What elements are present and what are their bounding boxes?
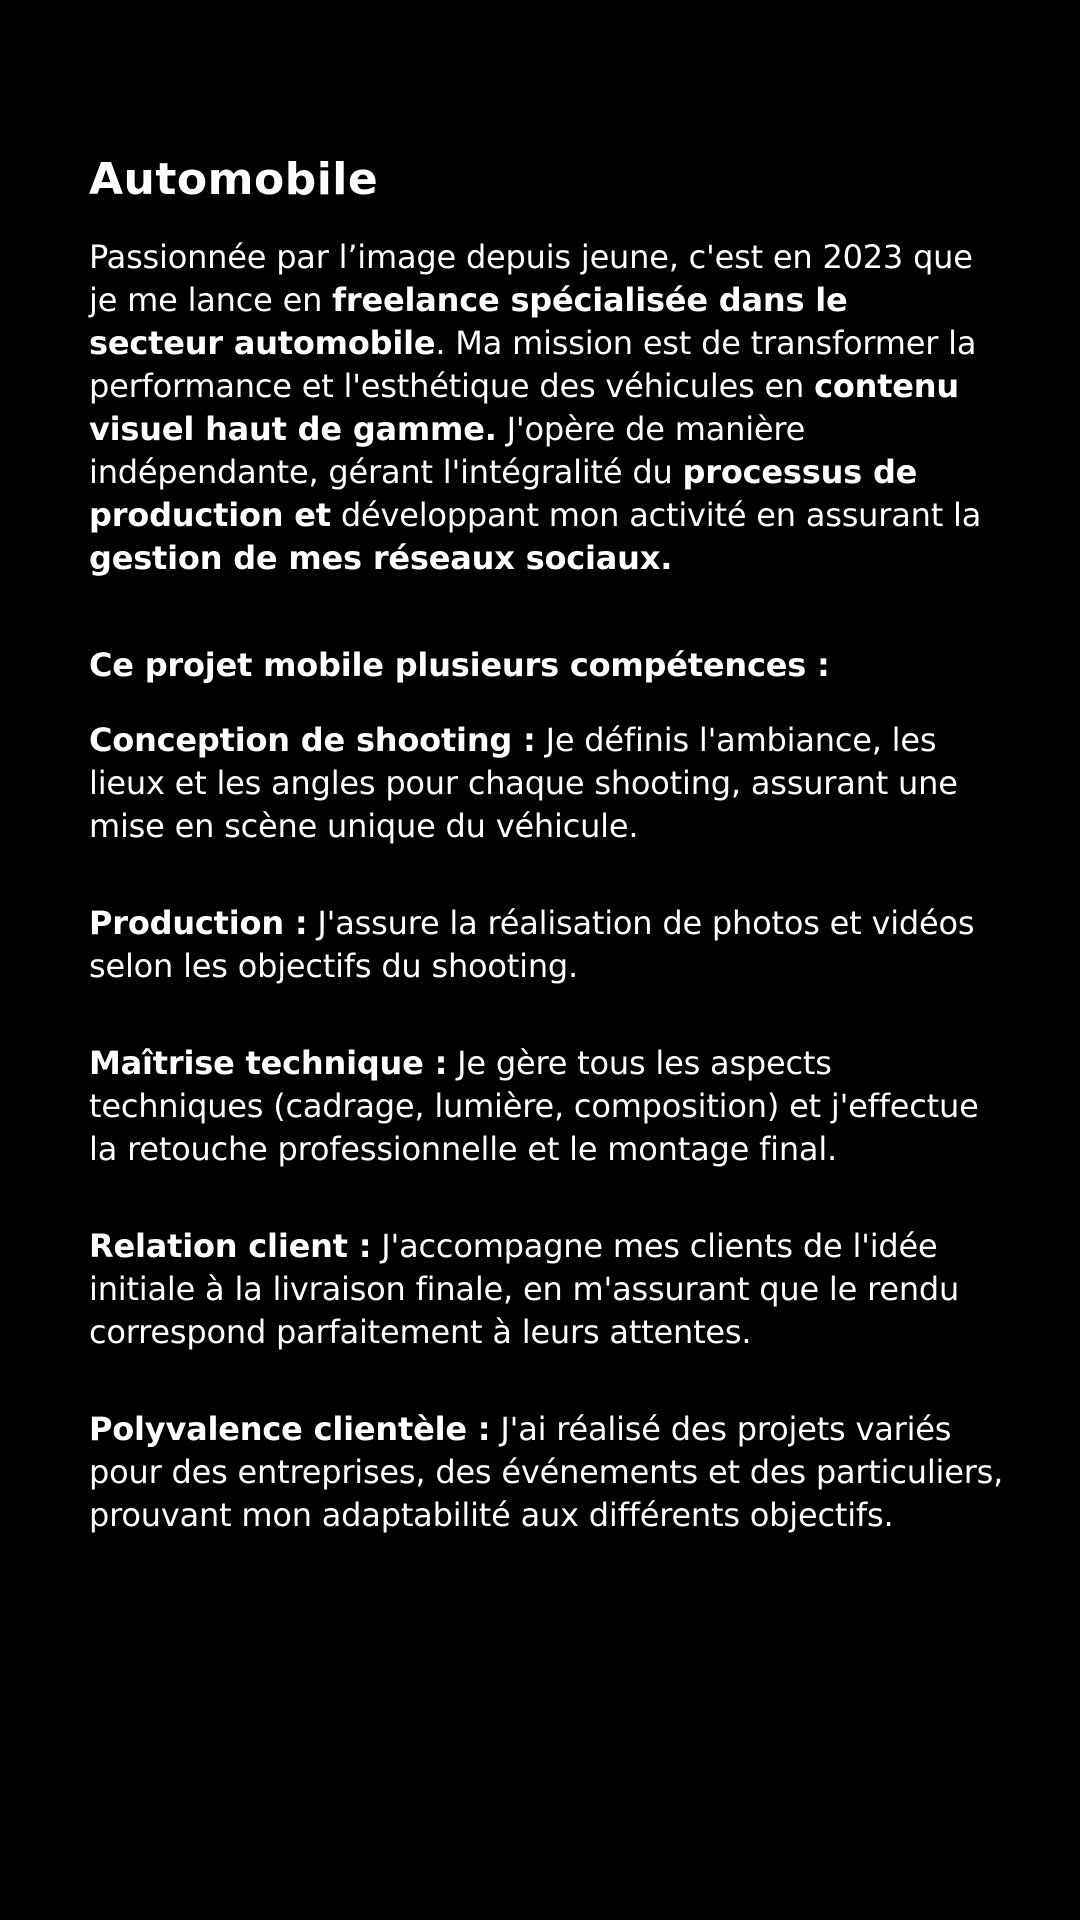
skill-label: Maîtrise technique :: [89, 1044, 448, 1082]
page-title: Automobile: [89, 154, 379, 205]
skill-label: Production :: [89, 904, 308, 942]
skill-item: [89, 902, 1009, 988]
skill-item: [89, 1408, 1009, 1537]
skill-label: Conception de shooting :: [89, 721, 536, 759]
intro-highlight: gestion de mes réseaux sociaux.: [89, 539, 673, 577]
skill-description: Je gère tous les aspects techniques (cadrage, lumière, composition) et j'effectue la retouche professionnelle et le montage final.: [89, 1044, 979, 1168]
skill-description: Je définis l'ambiance, les lieux et les angles pour chaque shooting, assurant une mise en scène unique du véhicule.: [89, 721, 958, 845]
intro-segment: développant mon activité en assurant la: [330, 496, 982, 534]
skill-label: Polyvalence clientèle :: [89, 1410, 491, 1448]
page-content: [89, 150, 1009, 1591]
intro-highlight: contenu visuel haut de gamme.: [89, 367, 959, 448]
skill-item: [89, 1225, 1009, 1354]
intro-segment: Passionnée par l’image depuis jeune, c'est en 2023 que je me lance en: [89, 238, 973, 319]
skill-description: J'assure la réalisation de photos et vidéos selon les objectifs du shooting.: [89, 904, 975, 985]
intro-highlight: freelance spécialisée dans le secteur automobile: [89, 281, 848, 362]
intro-segment: J'opère de manière indépendante, gérant l'intégralité du: [89, 410, 806, 491]
skill-label: Relation client :: [89, 1227, 372, 1265]
skill-description: J'accompagne mes clients de l'idée initiale à la livraison finale, en m'assurant que le rendu correspond parfaitement à leurs attentes.: [89, 1227, 960, 1351]
intro-highlight: processus de production et: [89, 453, 918, 534]
intro-segment: . Ma mission est de transformer la performance et l'esthétique des véhicules en: [89, 324, 977, 405]
skill-description: J'ai réalisé des projets variés pour des entreprises, des événements et des particuliers, prouvant mon adaptabilité aux différents objectifs.: [89, 1410, 1004, 1534]
intro-paragraph: [89, 236, 989, 580]
skill-item: [89, 719, 1009, 848]
skill-item: [89, 1042, 1009, 1171]
skills-heading: Ce projet mobile plusieurs compétences :: [89, 646, 830, 684]
